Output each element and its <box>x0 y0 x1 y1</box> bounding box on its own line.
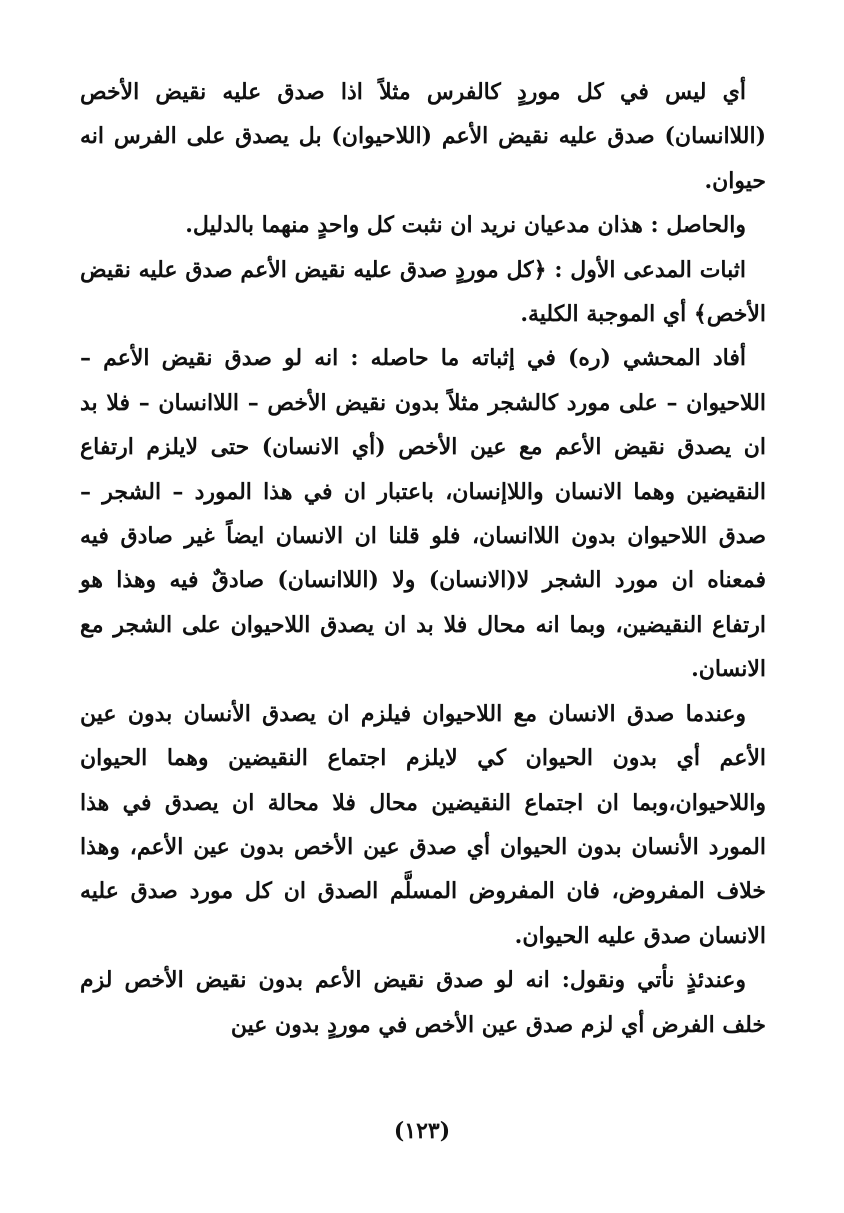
paragraph-2: والحاصل : هذان مدعيان نريد ان نثبت كل واحدٍ منهما بالدليل. <box>185 212 746 239</box>
paragraph-5: وعندما صدق الانسان مع اللاحيوان فيلزم ان يصدق الأنسان بدون عين الأعم أي بدون الحيوان كي لايلزم اجتماع النقيضين وهما الحيوان واللاحيوان،وبما ان اجتماع النقيضين محال فلا محالة ان يصدق في هذا المورد الأنسان بدون الحيوان أي صدق عين الأخص بدون عين الأعم، وهذا خلاف المفروض، فان المفروض المسلَّم الصدق ان كل مورد صدق عليه الانسان صدق عليه الحيوان. <box>80 700 766 949</box>
paragraph-4: أفاد المحشي (ره) في إثباته ما حاصله : انه لو صدق نقيض الأعم – اللاحيوان – على مورد كالشجر مثلاً بدون نقيض الأخص – اللاانسان – فلا بد ان يصدق نقيض الأعم مع عين الأخص (أي الانسان) حتى لايلزم ارتفاع النقيضين وهما الانسان واللاإنسان، باعتبار ان في هذا المورد – الشجر – صدق اللاحيوان بدون اللاانسان، فلو قلنا ان الانسان ايضاً غير صادق فيه فمعناه ان مورد الشجر لا(الانسان) ولا (اللاانسان) صادقٌ فيه وهذا هو ارتفاع النقيضين، وبما انه محال فلا بد ان يصدق اللاحيوان على الشجر مع الانسان. <box>80 345 766 683</box>
page-number: (١٢٣) <box>393 1118 451 1144</box>
paragraph-1: أي ليس في كل موردٍ كالفرس مثلاً اذا صدق عليه نقيض الأخص (اللاانسان) صدق عليه نقيض الأعم (اللاحيوان) بل يصدق على الفرس انه حيوان. <box>80 79 766 194</box>
body-text <box>80 70 766 1047</box>
paragraph-6: وعندئذٍ نأتي ونقول: انه لو صدق نقيض الأعم بدون نقيض الأخص لزم خلف الفرض أي لزم صدق عين الأخص في موردٍ بدون عين <box>80 967 766 1038</box>
paragraph-3: اثبات المدعى الأول : ﴿كل موردٍ صدق عليه نقيض الأعم صدق عليه نقيض الأخص﴾ أي الموجبة الكلية. <box>80 256 766 328</box>
